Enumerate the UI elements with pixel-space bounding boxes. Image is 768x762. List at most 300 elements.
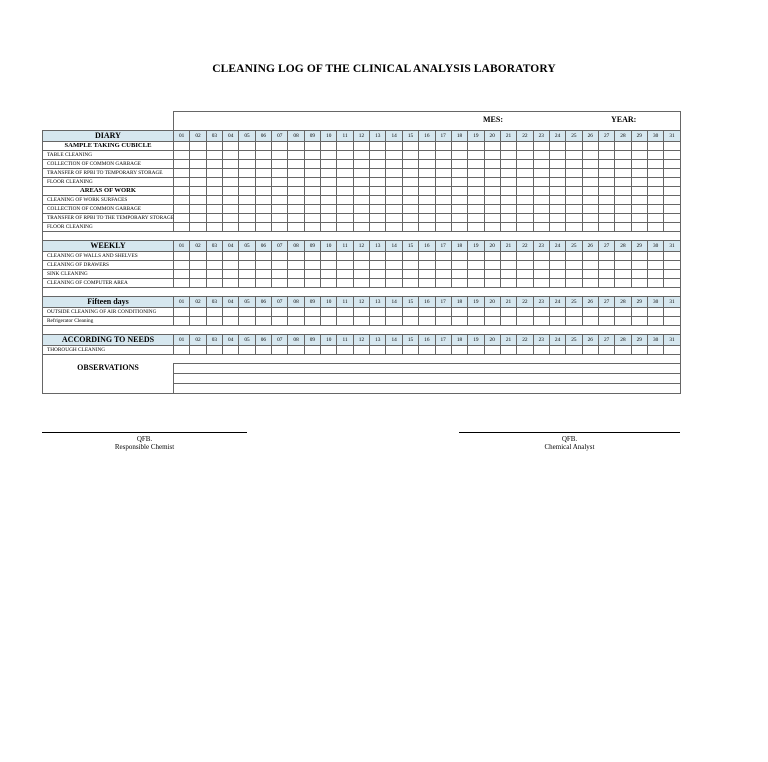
day-check-cell[interactable] — [451, 223, 467, 232]
day-check-cell[interactable] — [190, 346, 206, 355]
day-check-cell[interactable] — [451, 252, 467, 261]
day-check-cell[interactable] — [615, 205, 631, 214]
day-check-cell[interactable] — [598, 261, 614, 270]
day-check-cell[interactable] — [435, 252, 451, 261]
observations-line[interactable] — [174, 384, 681, 394]
day-check-cell[interactable] — [255, 196, 271, 205]
day-check-cell[interactable] — [468, 169, 484, 178]
day-check-cell[interactable] — [615, 160, 631, 169]
day-check-cell[interactable] — [435, 317, 451, 326]
day-check-cell[interactable] — [647, 214, 663, 223]
day-check-cell[interactable] — [272, 261, 288, 270]
day-check-cell[interactable] — [223, 261, 239, 270]
day-check-cell[interactable] — [549, 214, 565, 223]
day-check-cell[interactable] — [288, 142, 304, 151]
day-check-cell[interactable] — [647, 196, 663, 205]
day-check-cell[interactable] — [402, 270, 418, 279]
day-check-cell[interactable] — [239, 270, 255, 279]
day-check-cell[interactable] — [386, 252, 402, 261]
day-check-cell[interactable] — [402, 317, 418, 326]
day-check-cell[interactable] — [517, 223, 533, 232]
day-check-cell[interactable] — [500, 196, 516, 205]
day-check-cell[interactable] — [288, 196, 304, 205]
day-check-cell[interactable] — [419, 308, 435, 317]
day-check-cell[interactable] — [174, 160, 190, 169]
day-check-cell[interactable] — [566, 214, 582, 223]
day-check-cell[interactable] — [353, 169, 369, 178]
day-check-cell[interactable] — [419, 346, 435, 355]
day-check-cell[interactable] — [549, 223, 565, 232]
day-check-cell[interactable] — [174, 308, 190, 317]
day-check-cell[interactable] — [468, 223, 484, 232]
day-check-cell[interactable] — [598, 142, 614, 151]
day-check-cell[interactable] — [631, 151, 647, 160]
day-check-cell[interactable] — [206, 169, 222, 178]
day-check-cell[interactable] — [419, 261, 435, 270]
day-check-cell[interactable] — [174, 223, 190, 232]
day-check-cell[interactable] — [353, 279, 369, 288]
day-check-cell[interactable] — [549, 270, 565, 279]
day-check-cell[interactable] — [353, 178, 369, 187]
observations-line[interactable] — [174, 364, 681, 374]
day-check-cell[interactable] — [664, 261, 680, 270]
day-check-cell[interactable] — [533, 214, 549, 223]
day-check-cell[interactable] — [304, 223, 320, 232]
day-check-cell[interactable] — [353, 223, 369, 232]
day-check-cell[interactable] — [533, 196, 549, 205]
day-check-cell[interactable] — [370, 214, 386, 223]
day-check-cell[interactable] — [239, 196, 255, 205]
day-check-cell[interactable] — [451, 142, 467, 151]
day-check-cell[interactable] — [435, 270, 451, 279]
day-check-cell[interactable] — [386, 160, 402, 169]
day-check-cell[interactable] — [174, 252, 190, 261]
day-check-cell[interactable] — [272, 308, 288, 317]
day-check-cell[interactable] — [615, 169, 631, 178]
day-check-cell[interactable] — [353, 346, 369, 355]
day-check-cell[interactable] — [206, 317, 222, 326]
day-check-cell[interactable] — [582, 223, 598, 232]
day-check-cell[interactable] — [500, 270, 516, 279]
day-check-cell[interactable] — [288, 187, 304, 196]
day-check-cell[interactable] — [353, 317, 369, 326]
day-check-cell[interactable] — [598, 270, 614, 279]
day-check-cell[interactable] — [353, 261, 369, 270]
day-check-cell[interactable] — [304, 308, 320, 317]
day-check-cell[interactable] — [304, 279, 320, 288]
day-check-cell[interactable] — [255, 261, 271, 270]
day-check-cell[interactable] — [598, 279, 614, 288]
day-check-cell[interactable] — [304, 142, 320, 151]
day-check-cell[interactable] — [435, 151, 451, 160]
day-check-cell[interactable] — [533, 178, 549, 187]
day-check-cell[interactable] — [631, 270, 647, 279]
day-check-cell[interactable] — [370, 308, 386, 317]
day-check-cell[interactable] — [321, 196, 337, 205]
day-check-cell[interactable] — [664, 187, 680, 196]
day-check-cell[interactable] — [451, 308, 467, 317]
day-check-cell[interactable] — [664, 270, 680, 279]
day-check-cell[interactable] — [370, 223, 386, 232]
day-check-cell[interactable] — [500, 252, 516, 261]
day-check-cell[interactable] — [321, 205, 337, 214]
day-check-cell[interactable] — [206, 205, 222, 214]
day-check-cell[interactable] — [435, 279, 451, 288]
day-check-cell[interactable] — [239, 223, 255, 232]
day-check-cell[interactable] — [451, 214, 467, 223]
day-check-cell[interactable] — [582, 317, 598, 326]
day-check-cell[interactable] — [451, 196, 467, 205]
day-check-cell[interactable] — [239, 187, 255, 196]
day-check-cell[interactable] — [468, 178, 484, 187]
day-check-cell[interactable] — [206, 151, 222, 160]
day-check-cell[interactable] — [272, 196, 288, 205]
day-check-cell[interactable] — [435, 187, 451, 196]
day-check-cell[interactable] — [500, 151, 516, 160]
day-check-cell[interactable] — [190, 252, 206, 261]
day-check-cell[interactable] — [321, 187, 337, 196]
day-check-cell[interactable] — [206, 261, 222, 270]
day-check-cell[interactable] — [239, 214, 255, 223]
day-check-cell[interactable] — [517, 279, 533, 288]
day-check-cell[interactable] — [517, 308, 533, 317]
day-check-cell[interactable] — [468, 142, 484, 151]
day-check-cell[interactable] — [500, 346, 516, 355]
day-check-cell[interactable] — [517, 270, 533, 279]
day-check-cell[interactable] — [190, 151, 206, 160]
day-check-cell[interactable] — [435, 160, 451, 169]
day-check-cell[interactable] — [647, 279, 663, 288]
day-check-cell[interactable] — [484, 252, 500, 261]
day-check-cell[interactable] — [419, 178, 435, 187]
day-check-cell[interactable] — [451, 346, 467, 355]
day-check-cell[interactable] — [549, 178, 565, 187]
day-check-cell[interactable] — [337, 142, 353, 151]
day-check-cell[interactable] — [419, 270, 435, 279]
day-check-cell[interactable] — [190, 142, 206, 151]
day-check-cell[interactable] — [190, 214, 206, 223]
day-check-cell[interactable] — [174, 187, 190, 196]
day-check-cell[interactable] — [419, 205, 435, 214]
day-check-cell[interactable] — [370, 279, 386, 288]
day-check-cell[interactable] — [631, 142, 647, 151]
day-check-cell[interactable] — [533, 187, 549, 196]
day-check-cell[interactable] — [582, 151, 598, 160]
day-check-cell[interactable] — [533, 160, 549, 169]
day-check-cell[interactable] — [239, 142, 255, 151]
day-check-cell[interactable] — [566, 279, 582, 288]
day-check-cell[interactable] — [255, 178, 271, 187]
day-check-cell[interactable] — [598, 223, 614, 232]
day-check-cell[interactable] — [321, 252, 337, 261]
day-check-cell[interactable] — [337, 261, 353, 270]
day-check-cell[interactable] — [631, 346, 647, 355]
day-check-cell[interactable] — [615, 151, 631, 160]
day-check-cell[interactable] — [435, 223, 451, 232]
day-check-cell[interactable] — [321, 223, 337, 232]
day-check-cell[interactable] — [435, 196, 451, 205]
day-check-cell[interactable] — [337, 160, 353, 169]
day-check-cell[interactable] — [223, 346, 239, 355]
day-check-cell[interactable] — [321, 142, 337, 151]
day-check-cell[interactable] — [435, 346, 451, 355]
day-check-cell[interactable] — [288, 308, 304, 317]
day-check-cell[interactable] — [664, 196, 680, 205]
day-check-cell[interactable] — [255, 308, 271, 317]
day-check-cell[interactable] — [468, 308, 484, 317]
day-check-cell[interactable] — [533, 169, 549, 178]
day-check-cell[interactable] — [174, 317, 190, 326]
day-check-cell[interactable] — [255, 214, 271, 223]
day-check-cell[interactable] — [468, 261, 484, 270]
day-check-cell[interactable] — [419, 151, 435, 160]
day-check-cell[interactable] — [631, 317, 647, 326]
day-check-cell[interactable] — [402, 252, 418, 261]
day-check-cell[interactable] — [174, 196, 190, 205]
day-check-cell[interactable] — [484, 346, 500, 355]
day-check-cell[interactable] — [255, 223, 271, 232]
day-check-cell[interactable] — [549, 151, 565, 160]
day-check-cell[interactable] — [484, 205, 500, 214]
day-check-cell[interactable] — [533, 252, 549, 261]
day-check-cell[interactable] — [566, 187, 582, 196]
observations-line[interactable] — [174, 374, 681, 384]
day-check-cell[interactable] — [239, 279, 255, 288]
day-check-cell[interactable] — [223, 223, 239, 232]
day-check-cell[interactable] — [223, 187, 239, 196]
day-check-cell[interactable] — [239, 346, 255, 355]
day-check-cell[interactable] — [566, 252, 582, 261]
day-check-cell[interactable] — [370, 196, 386, 205]
day-check-cell[interactable] — [615, 214, 631, 223]
day-check-cell[interactable] — [582, 308, 598, 317]
day-check-cell[interactable] — [190, 169, 206, 178]
day-check-cell[interactable] — [500, 142, 516, 151]
day-check-cell[interactable] — [174, 169, 190, 178]
day-check-cell[interactable] — [223, 308, 239, 317]
day-check-cell[interactable] — [615, 317, 631, 326]
day-check-cell[interactable] — [647, 261, 663, 270]
day-check-cell[interactable] — [615, 346, 631, 355]
day-check-cell[interactable] — [582, 279, 598, 288]
day-check-cell[interactable] — [353, 270, 369, 279]
day-check-cell[interactable] — [304, 317, 320, 326]
day-check-cell[interactable] — [615, 308, 631, 317]
day-check-cell[interactable] — [566, 261, 582, 270]
day-check-cell[interactable] — [435, 169, 451, 178]
day-check-cell[interactable] — [647, 160, 663, 169]
day-check-cell[interactable] — [598, 151, 614, 160]
day-check-cell[interactable] — [272, 252, 288, 261]
day-check-cell[interactable] — [484, 261, 500, 270]
day-check-cell[interactable] — [647, 317, 663, 326]
day-check-cell[interactable] — [517, 151, 533, 160]
day-check-cell[interactable] — [484, 270, 500, 279]
day-check-cell[interactable] — [402, 279, 418, 288]
day-check-cell[interactable] — [647, 308, 663, 317]
day-check-cell[interactable] — [206, 279, 222, 288]
day-check-cell[interactable] — [435, 142, 451, 151]
day-check-cell[interactable] — [206, 196, 222, 205]
day-check-cell[interactable] — [337, 317, 353, 326]
day-check-cell[interactable] — [206, 223, 222, 232]
day-check-cell[interactable] — [223, 142, 239, 151]
day-check-cell[interactable] — [174, 261, 190, 270]
day-check-cell[interactable] — [174, 178, 190, 187]
day-check-cell[interactable] — [598, 214, 614, 223]
day-check-cell[interactable] — [272, 160, 288, 169]
day-check-cell[interactable] — [255, 169, 271, 178]
day-check-cell[interactable] — [451, 279, 467, 288]
day-check-cell[interactable] — [386, 270, 402, 279]
day-check-cell[interactable] — [255, 187, 271, 196]
day-check-cell[interactable] — [566, 178, 582, 187]
day-check-cell[interactable] — [353, 205, 369, 214]
day-check-cell[interactable] — [206, 178, 222, 187]
day-check-cell[interactable] — [386, 261, 402, 270]
day-check-cell[interactable] — [664, 169, 680, 178]
day-check-cell[interactable] — [288, 223, 304, 232]
day-check-cell[interactable] — [337, 223, 353, 232]
day-check-cell[interactable] — [566, 142, 582, 151]
day-check-cell[interactable] — [304, 214, 320, 223]
day-check-cell[interactable] — [206, 308, 222, 317]
day-check-cell[interactable] — [255, 151, 271, 160]
day-check-cell[interactable] — [631, 169, 647, 178]
day-check-cell[interactable] — [288, 279, 304, 288]
day-check-cell[interactable] — [321, 261, 337, 270]
day-check-cell[interactable] — [174, 279, 190, 288]
day-check-cell[interactable] — [517, 346, 533, 355]
day-check-cell[interactable] — [451, 270, 467, 279]
day-check-cell[interactable] — [664, 308, 680, 317]
day-check-cell[interactable] — [468, 205, 484, 214]
day-check-cell[interactable] — [288, 261, 304, 270]
day-check-cell[interactable] — [615, 196, 631, 205]
day-check-cell[interactable] — [272, 317, 288, 326]
day-check-cell[interactable] — [533, 346, 549, 355]
day-check-cell[interactable] — [255, 279, 271, 288]
day-check-cell[interactable] — [582, 205, 598, 214]
day-check-cell[interactable] — [321, 160, 337, 169]
day-check-cell[interactable] — [549, 252, 565, 261]
day-check-cell[interactable] — [533, 142, 549, 151]
day-check-cell[interactable] — [468, 214, 484, 223]
day-check-cell[interactable] — [353, 196, 369, 205]
day-check-cell[interactable] — [647, 169, 663, 178]
day-check-cell[interactable] — [664, 317, 680, 326]
day-check-cell[interactable] — [451, 187, 467, 196]
day-check-cell[interactable] — [631, 178, 647, 187]
day-check-cell[interactable] — [484, 196, 500, 205]
day-check-cell[interactable] — [598, 178, 614, 187]
day-check-cell[interactable] — [533, 270, 549, 279]
day-check-cell[interactable] — [272, 151, 288, 160]
day-check-cell[interactable] — [615, 252, 631, 261]
day-check-cell[interactable] — [402, 214, 418, 223]
day-check-cell[interactable] — [615, 270, 631, 279]
day-check-cell[interactable] — [255, 346, 271, 355]
day-check-cell[interactable] — [582, 214, 598, 223]
day-check-cell[interactable] — [500, 169, 516, 178]
day-check-cell[interactable] — [664, 223, 680, 232]
day-check-cell[interactable] — [615, 279, 631, 288]
day-check-cell[interactable] — [386, 279, 402, 288]
day-check-cell[interactable] — [631, 205, 647, 214]
day-check-cell[interactable] — [647, 151, 663, 160]
day-check-cell[interactable] — [566, 169, 582, 178]
day-check-cell[interactable] — [239, 151, 255, 160]
day-check-cell[interactable] — [647, 223, 663, 232]
day-check-cell[interactable] — [370, 169, 386, 178]
day-check-cell[interactable] — [321, 169, 337, 178]
day-check-cell[interactable] — [288, 270, 304, 279]
day-check-cell[interactable] — [272, 178, 288, 187]
day-check-cell[interactable] — [321, 270, 337, 279]
day-check-cell[interactable] — [337, 270, 353, 279]
day-check-cell[interactable] — [419, 252, 435, 261]
day-check-cell[interactable] — [386, 346, 402, 355]
day-check-cell[interactable] — [370, 252, 386, 261]
day-check-cell[interactable] — [370, 270, 386, 279]
day-check-cell[interactable] — [402, 308, 418, 317]
day-check-cell[interactable] — [484, 169, 500, 178]
day-check-cell[interactable] — [321, 151, 337, 160]
day-check-cell[interactable] — [647, 205, 663, 214]
day-check-cell[interactable] — [468, 187, 484, 196]
day-check-cell[interactable] — [190, 279, 206, 288]
day-check-cell[interactable] — [517, 178, 533, 187]
day-check-cell[interactable] — [190, 270, 206, 279]
day-check-cell[interactable] — [598, 169, 614, 178]
day-check-cell[interactable] — [337, 151, 353, 160]
day-check-cell[interactable] — [500, 160, 516, 169]
day-check-cell[interactable] — [484, 214, 500, 223]
day-check-cell[interactable] — [451, 160, 467, 169]
day-check-cell[interactable] — [370, 151, 386, 160]
day-check-cell[interactable] — [582, 270, 598, 279]
day-check-cell[interactable] — [582, 160, 598, 169]
day-check-cell[interactable] — [304, 169, 320, 178]
day-check-cell[interactable] — [239, 261, 255, 270]
day-check-cell[interactable] — [190, 178, 206, 187]
day-check-cell[interactable] — [206, 214, 222, 223]
day-check-cell[interactable] — [500, 187, 516, 196]
day-check-cell[interactable] — [549, 187, 565, 196]
day-check-cell[interactable] — [223, 270, 239, 279]
day-check-cell[interactable] — [288, 346, 304, 355]
day-check-cell[interactable] — [190, 317, 206, 326]
day-check-cell[interactable] — [402, 151, 418, 160]
day-check-cell[interactable] — [206, 346, 222, 355]
day-check-cell[interactable] — [451, 205, 467, 214]
day-check-cell[interactable] — [304, 252, 320, 261]
day-check-cell[interactable] — [631, 196, 647, 205]
day-check-cell[interactable] — [484, 223, 500, 232]
day-check-cell[interactable] — [272, 205, 288, 214]
day-check-cell[interactable] — [664, 346, 680, 355]
day-check-cell[interactable] — [288, 160, 304, 169]
day-check-cell[interactable] — [549, 160, 565, 169]
day-check-cell[interactable] — [566, 223, 582, 232]
day-check-cell[interactable] — [468, 196, 484, 205]
day-check-cell[interactable] — [190, 160, 206, 169]
day-check-cell[interactable] — [664, 205, 680, 214]
day-check-cell[interactable] — [582, 169, 598, 178]
day-check-cell[interactable] — [190, 187, 206, 196]
day-check-cell[interactable] — [500, 205, 516, 214]
day-check-cell[interactable] — [353, 308, 369, 317]
